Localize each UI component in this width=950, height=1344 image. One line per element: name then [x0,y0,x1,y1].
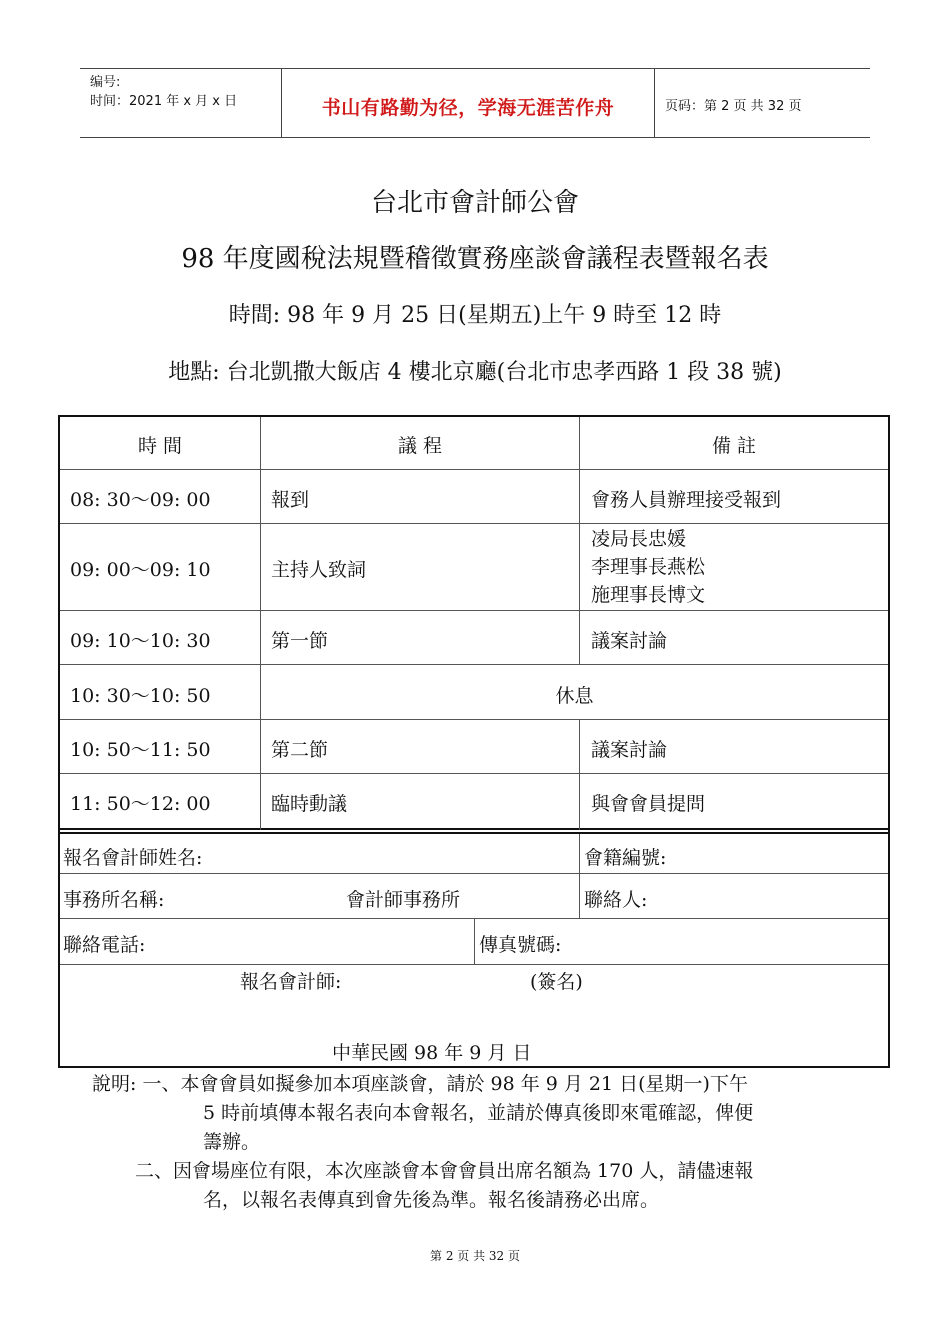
row-item: 第一節 [271,630,329,652]
agenda-registration-table [58,415,890,1068]
signature-label: (簽名) [530,971,583,993]
name-field-label: 報名會計師姓名: [63,847,203,869]
page-footer: 第 2 页 共 32 页 [430,1249,520,1263]
section-divider [60,832,888,834]
col-divider [260,417,261,830]
signer-label: 報名會計師: [240,971,342,993]
row-time: 11: 50～12: 00 [70,793,211,815]
contact-person-label: 聯絡人: [584,889,648,911]
row-divider [60,964,888,965]
row-note: 議案討論 [591,630,668,652]
row-divider [60,773,888,774]
row-divider [60,610,888,611]
note-item-2: 二、因會場座位有限，本次座談會本會會員出席名額為 170 人，請儘速報 [135,1160,754,1182]
event-title: 98 年度國稅法規暨稽徵實務座談會議程表暨報名表 [181,244,769,274]
note-intro: 說明: 一、本會會員如擬參加本項座談會，請於 98 年 9 月 21 日(星期一)下午 [92,1073,748,1095]
row-divider [60,873,888,874]
row-time: 08: 30～09: 00 [70,489,211,511]
speaker-name: 凌局長忠媛 [591,528,687,550]
note-line: 籌辦。 [203,1131,261,1153]
note-line: 5 時前填傳本報名表向本會報名，並請於傳真後即來電確認，俾便 [203,1102,754,1124]
row-item: 主持人致詞 [271,559,367,581]
row-item: 第二節 [271,739,329,761]
row-divider [60,664,888,665]
document-header [80,68,870,138]
event-time: 時間: 98 年 9 月 25 日(星期五)上午 9 時至 12 時 [228,303,722,328]
col-header-note: 備 註 [711,435,757,457]
row-time: 09: 00～09: 10 [70,559,211,581]
member-no-label: 會籍編號: [584,847,667,869]
header-motto: 书山有路勤为径，学海无涯苦作舟 [321,97,615,119]
row-item: 臨時動議 [271,793,348,815]
header-meta [90,73,237,111]
speaker-name: 李理事長燕松 [591,556,706,578]
phone-label: 聯絡電話: [63,934,146,956]
row-divider [60,719,888,720]
row-item: 報到 [271,489,310,511]
row-note-speakers [591,525,705,609]
note-line: 名，以報名表傳真到會先後為準。報名後請務必出席。 [203,1189,660,1211]
row-note: 與會會員提問 [591,793,706,815]
row-time: 10: 30～10: 50 [70,685,211,707]
col-divider [579,834,580,918]
header-divider [654,69,655,137]
section-divider [60,828,888,830]
event-place: 地點: 台北凱撒大飯店 4 樓北京廳(台北市忠孝西路 1 段 38 號) [168,360,782,385]
firm-suffix: 會計師事務所 [346,889,461,911]
row-break: 休息 [555,685,594,707]
row-divider [60,469,888,470]
header-page-info: 页码：第 2 页 共 32 页 [665,99,802,114]
row-divider [60,523,888,524]
row-note: 議案討論 [591,739,668,761]
row-time: 10: 50～11: 50 [70,739,211,761]
speaker-name: 施理事長博文 [591,584,706,606]
row-note: 會務人員辦理接受報到 [591,489,782,511]
serial-label: 编号: [90,75,121,90]
col-divider [474,918,475,964]
col-header-agenda: 議 程 [397,435,443,457]
firm-name-label: 事務所名稱: [63,889,165,911]
form-date-line: 中華民國 98 年 9 月 日 [332,1042,532,1064]
fax-label: 傳真號碼: [479,934,562,956]
row-time: 09: 10～10: 30 [70,630,211,652]
col-header-time: 時 間 [137,435,183,457]
org-title: 台北市會計師公會 [370,188,579,218]
date-label: 时间：2021 年 x 月 x 日 [90,94,238,109]
col-divider [579,719,580,830]
